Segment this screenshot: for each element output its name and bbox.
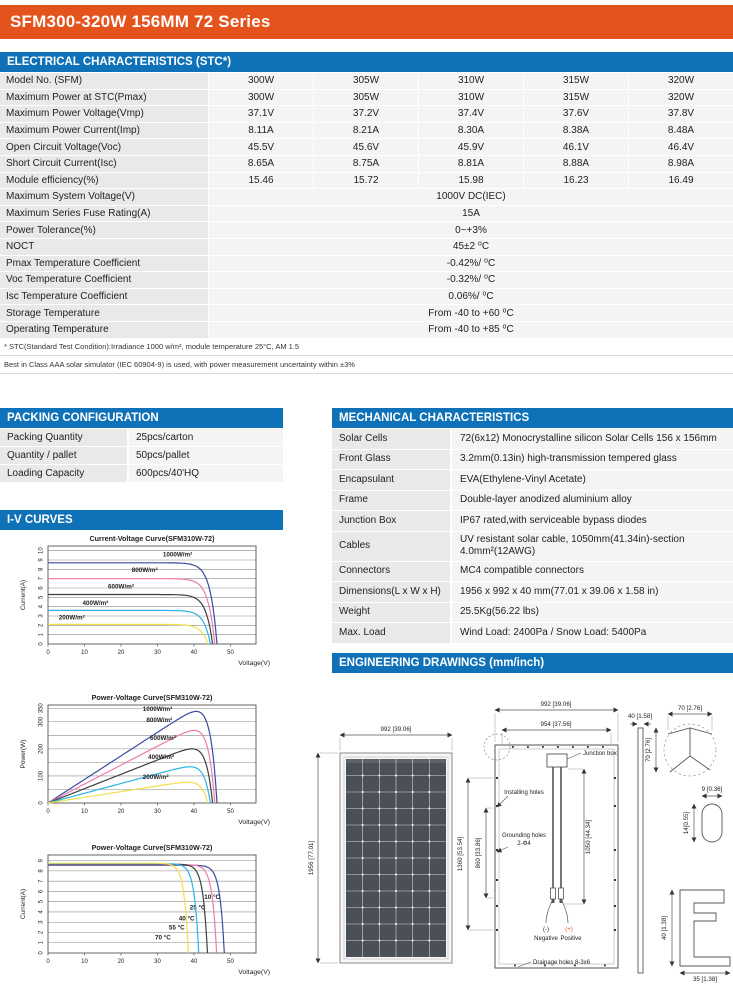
- svg-text:4: 4: [38, 604, 45, 609]
- row-label: Packing Quantity: [0, 429, 127, 446]
- svg-text:40: 40: [190, 959, 198, 965]
- svg-text:40: 40: [190, 809, 198, 815]
- curve-label-4: 200W/m²: [142, 774, 169, 782]
- row-value: EVA(Ethylene-Vinyl Acetate): [450, 470, 733, 490]
- section-header-electrical: ELECTRICAL CHARACTERISTICS (STC*): [0, 52, 733, 72]
- row-value: 45.5V: [208, 139, 313, 155]
- curve-3: [48, 767, 210, 803]
- curve-2: [48, 864, 208, 953]
- svg-text:0: 0: [38, 642, 45, 646]
- row-value: 310W: [418, 90, 523, 106]
- row-label: Maximum Power at STC(Pmax): [0, 90, 208, 106]
- curve-label-4: 200W/m²: [58, 614, 85, 622]
- row-value: 3.2mm(0.13in) high-transmission tempered glass: [450, 450, 733, 470]
- svg-text:50: 50: [227, 809, 234, 815]
- section-header-packing: PACKING CONFIGURATION: [0, 408, 283, 428]
- mechanical-row: [332, 429, 733, 449]
- cable-length-dim: 1050 [44.34]: [585, 819, 592, 855]
- row-value: -0.32%/ ⁰C: [208, 272, 733, 288]
- curve-label-2: 600W/m²: [149, 735, 176, 743]
- electrical-row: [0, 322, 733, 338]
- electrical-row: [0, 73, 733, 89]
- chart-title: Power-Voltage Curve(SFM310W-72): [91, 693, 213, 702]
- mechanical-table: [332, 429, 733, 644]
- y-axis-label: Power(W): [20, 739, 27, 769]
- svg-text:3: 3: [38, 614, 45, 618]
- mechanical-row: [332, 582, 733, 602]
- row-value: 600pcs/40'HQ: [127, 465, 283, 482]
- svg-text:0: 0: [46, 959, 50, 965]
- svg-text:10: 10: [81, 650, 88, 656]
- curve-label-1: 25 °C: [189, 904, 206, 912]
- electrical-row: [0, 305, 733, 321]
- curve-label-2: 40 °C: [178, 915, 195, 923]
- svg-text:5: 5: [38, 900, 45, 904]
- front-width-dim: 992 [39.06]: [380, 726, 412, 733]
- row-value: 320W: [628, 90, 733, 106]
- side-thickness-dim: 40 [1.58]: [627, 713, 653, 720]
- curve-label-1: 800W/m²: [131, 567, 158, 575]
- row-label: Junction Box: [332, 511, 450, 531]
- grounding-holes-label-1: Grounding holes: [501, 833, 547, 839]
- svg-text:300: 300: [38, 716, 45, 727]
- svg-text:1: 1: [38, 941, 45, 945]
- mechanical-row: [332, 470, 733, 490]
- row-value: 315W: [523, 90, 628, 106]
- row-value: 45.6V: [313, 139, 418, 155]
- svg-text:6: 6: [38, 586, 45, 590]
- row-label: Operating Temperature: [0, 322, 208, 338]
- row-value: 15.98: [418, 173, 523, 189]
- electrical-row: [0, 222, 733, 238]
- electrical-row: [0, 239, 733, 255]
- row-value: 37.6V: [523, 106, 628, 122]
- slot-detail: [683, 786, 723, 842]
- temperature-curves-chart: [4, 841, 284, 987]
- svg-text:10: 10: [81, 959, 88, 965]
- row-value: 50pcs/pallet: [127, 447, 283, 464]
- svg-text:30: 30: [154, 959, 161, 965]
- mechanical-row: [332, 491, 733, 511]
- row-value: 310W: [418, 73, 523, 89]
- curve-label-3: 400W/m²: [148, 753, 175, 761]
- svg-text:4: 4: [38, 910, 45, 914]
- packing-row: [0, 447, 283, 464]
- mechanical-row: [332, 562, 733, 582]
- electrical-row: [0, 123, 733, 139]
- row-label: Cables: [332, 532, 450, 561]
- svg-text:0: 0: [38, 801, 45, 805]
- corner-height-dim: 70 [2.76]: [645, 737, 652, 763]
- svg-text:30: 30: [154, 809, 161, 815]
- row-label: Power Tolerance(%): [0, 222, 208, 238]
- row-value: 305W: [313, 73, 418, 89]
- power-voltage-chart: [4, 691, 284, 841]
- row-value: 8.30A: [418, 123, 523, 139]
- row-value: 0.06%/ ⁰C: [208, 289, 733, 305]
- svg-text:40: 40: [190, 650, 198, 656]
- mechanical-row: [332, 603, 733, 623]
- svg-text:7: 7: [38, 576, 45, 581]
- row-value: 45±2 ⁰C: [208, 239, 733, 255]
- row-label: Storage Temperature: [0, 305, 208, 321]
- curve-label-4: 70 °C: [155, 934, 171, 942]
- electrical-row: [0, 173, 733, 189]
- row-value: From -40 to +85 ⁰C: [208, 322, 733, 338]
- row-value: -0.42%/ ⁰C: [208, 256, 733, 272]
- row-label: Pmax Temperature Coefficient: [0, 256, 208, 272]
- electrical-table: [0, 73, 733, 339]
- row-label: Weight: [332, 603, 450, 623]
- row-label: Connectors: [332, 562, 450, 582]
- curve-4: [48, 782, 208, 803]
- curve-3: [48, 864, 199, 953]
- svg-text:350: 350: [38, 703, 45, 714]
- electrical-row: [0, 256, 733, 272]
- row-label: Front Glass: [332, 450, 450, 470]
- junction-box: [547, 754, 567, 767]
- y-axis-label: Current(A): [20, 888, 27, 920]
- positive-sign: (+): [565, 927, 573, 933]
- row-label: Open Circuit Voltage(Voc): [0, 139, 208, 155]
- svg-text:0: 0: [46, 650, 50, 656]
- svg-text:9: 9: [38, 858, 45, 863]
- svg-text:8: 8: [38, 869, 45, 873]
- svg-text:7: 7: [38, 879, 45, 883]
- drainage-holes-label: Drainage holes 8-3x6: [533, 960, 591, 966]
- svg-text:200: 200: [38, 743, 45, 754]
- footnote-simulator: Best in Class AAA solar simulator (IEC 60904-9) is used, with power measurement uncertainty within ±3%: [0, 357, 733, 374]
- curve-label-2: 600W/m²: [108, 583, 134, 591]
- svg-text:100: 100: [38, 770, 45, 781]
- row-label: NOCT: [0, 239, 208, 255]
- packing-row: [0, 465, 283, 482]
- row-label: Max. Load: [332, 623, 450, 643]
- row-value: Wind Load: 2400Pa / Snow Load: 5400Pa: [450, 623, 733, 643]
- row-label: Short Circuit Current(Isc): [0, 156, 208, 172]
- row-label: Model No. (SFM): [0, 73, 208, 89]
- row-value: 15A: [208, 206, 733, 222]
- engineering-drawings: [300, 680, 733, 987]
- x-axis-label: Voltage(V): [238, 660, 270, 667]
- curve-label-0: 1000W/m²: [142, 705, 173, 713]
- slot-width-dim: 9 [0.36]: [701, 786, 723, 793]
- row-label: Maximum Series Fuse Rating(A): [0, 206, 208, 222]
- svg-text:0: 0: [46, 809, 50, 815]
- row-label: Frame: [332, 491, 450, 511]
- row-label: Dimensions(L x W x H): [332, 582, 450, 602]
- row-label: Encapsulant: [332, 470, 450, 490]
- grounding-holes-label-2: 2-Φ4: [517, 841, 531, 847]
- row-value: 1956 x 992 x 40 mm(77.01 x 39.06 x 1.58 in): [450, 582, 733, 602]
- row-label: Module efficiency(%): [0, 173, 208, 189]
- row-value: 300W: [208, 73, 313, 89]
- rear-height-dim: 1360 [53.54]: [457, 836, 464, 872]
- curve-0: [48, 563, 217, 644]
- row-value: 16.23: [523, 173, 628, 189]
- svg-text:2: 2: [38, 930, 45, 935]
- mechanical-row: [332, 623, 733, 643]
- row-value: 37.1V: [208, 106, 313, 122]
- packing-row: [0, 429, 283, 446]
- row-value: 300W: [208, 90, 313, 106]
- row-label: Maximum Power Current(Imp): [0, 123, 208, 139]
- row-value: Double-layer anodized aluminium alloy: [450, 491, 733, 511]
- rear-width-dim: 992 [39.06]: [540, 701, 572, 708]
- x-axis-label: Voltage(V): [238, 819, 270, 826]
- row-value: 8.81A: [418, 156, 523, 172]
- row-value: MC4 compatible connectors: [450, 562, 733, 582]
- positive-label: Positive: [560, 936, 582, 942]
- row-value: 45.9V: [418, 139, 523, 155]
- row-value: 25pcs/carton: [127, 429, 283, 446]
- footnote-stc: * STC(Standard Test Condition):Irradiance 1000 w/m², module temperature 25°C, AM 1.5: [0, 339, 733, 356]
- section-header-iv-curves: I-V CURVES: [0, 510, 283, 530]
- svg-text:8: 8: [38, 567, 45, 572]
- installing-holes-label: Installing holes: [504, 790, 544, 796]
- curve-label-0: 1000W/m²: [162, 551, 193, 559]
- row-label: Voc Temperature Coefficient: [0, 272, 208, 288]
- y-axis-label: Current(A): [20, 579, 27, 611]
- curve-4: [48, 624, 208, 644]
- svg-text:3: 3: [38, 920, 45, 924]
- row-value: 0~+3%: [208, 222, 733, 238]
- electrical-row: [0, 106, 733, 122]
- row-value: 8.21A: [313, 123, 418, 139]
- row-value: 37.2V: [313, 106, 418, 122]
- mechanical-row: [332, 511, 733, 531]
- row-value: 72(6x12) Monocrystalline silicon Solar Cells 156 x 156mm: [450, 429, 733, 449]
- chart-title: Power-Voltage Curve(SFM310W-72): [91, 843, 213, 852]
- row-label: Quantity / pallet: [0, 447, 127, 464]
- page-title: SFM300-320W 156MM 72 Series: [0, 5, 733, 39]
- svg-text:10: 10: [38, 547, 45, 555]
- curve-label-3: 400W/m²: [82, 599, 109, 607]
- row-value: 15.46: [208, 173, 313, 189]
- row-value: 15.72: [313, 173, 418, 189]
- curve-label-1: 800W/m²: [146, 716, 173, 724]
- svg-text:50: 50: [227, 650, 234, 656]
- row-value: 37.8V: [628, 106, 733, 122]
- junction-box-label: Junction box: [583, 751, 617, 757]
- chart-title: Current-Voltage Curve(SFM310W-72): [89, 534, 215, 543]
- row-value: 8.11A: [208, 123, 313, 139]
- slot-height-dim: 14[0.55]: [683, 811, 690, 835]
- row-value: 46.1V: [523, 139, 628, 155]
- x-axis-label: Voltage(V): [238, 969, 270, 976]
- row-value: 37.4V: [418, 106, 523, 122]
- section-header-engineering: ENGINEERING DRAWINGS (mm/inch): [332, 653, 733, 673]
- corner-width-dim: 70 [2.76]: [677, 705, 703, 712]
- front-height-dim: 1956 [77.01]: [308, 840, 315, 876]
- row-value: UV resistant solar cable, 1050mm(41.34in)-section 4.0mm²(12AWG): [450, 532, 733, 561]
- row-value: 46.4V: [628, 139, 733, 155]
- row-value: 16.49: [628, 173, 733, 189]
- svg-text:20: 20: [117, 959, 125, 965]
- packing-table: [0, 429, 283, 483]
- row-value: 8.38A: [523, 123, 628, 139]
- row-value: 1000V DC(IEC): [208, 189, 733, 205]
- row-value: 8.65A: [208, 156, 313, 172]
- row-value: 320W: [628, 73, 733, 89]
- row-label: Maximum System Voltage(V): [0, 189, 208, 205]
- electrical-row: [0, 90, 733, 106]
- svg-text:0: 0: [38, 951, 45, 955]
- row-value: 8.48A: [628, 123, 733, 139]
- mechanical-row: [332, 450, 733, 470]
- svg-text:20: 20: [117, 650, 125, 656]
- rear-inner-width-dim: 954 [37.56]: [540, 721, 572, 728]
- row-value: From -40 to +60 ⁰C: [208, 305, 733, 321]
- electrical-row: [0, 156, 733, 172]
- rear-inner-height-dim: 860 [33.86]: [475, 837, 482, 869]
- svg-text:6: 6: [38, 889, 45, 894]
- svg-text:20: 20: [117, 809, 125, 815]
- electrical-row: [0, 139, 733, 155]
- section-width-dim: 35 [1.38]: [692, 976, 718, 983]
- row-value: 315W: [523, 73, 628, 89]
- curve-label-3: 55 °C: [168, 924, 185, 932]
- negative-label: Negative: [534, 936, 558, 942]
- svg-text:10: 10: [81, 809, 88, 815]
- electrical-row: [0, 272, 733, 288]
- row-value: 25.5Kg(56.22 lbs): [450, 603, 733, 623]
- section-height-dim: 40 [1.38]: [661, 915, 668, 941]
- front-view: [308, 726, 452, 963]
- section-header-mechanical: MECHANICAL CHARACTERISTICS: [332, 408, 733, 428]
- mechanical-row: [332, 532, 733, 561]
- svg-text:9: 9: [38, 558, 45, 562]
- corner-detail: [645, 705, 716, 776]
- electrical-row: [0, 189, 733, 205]
- negative-sign: (-): [543, 927, 549, 933]
- curve-label-0: 10 °C: [204, 894, 221, 902]
- electrical-row: [0, 289, 733, 305]
- svg-text:30: 30: [154, 650, 161, 656]
- svg-text:1: 1: [38, 632, 45, 637]
- row-value: IP67 rated,with serviceable bypass diodes: [450, 511, 733, 531]
- row-label: Isc Temperature Coefficient: [0, 289, 208, 305]
- svg-text:50: 50: [227, 959, 234, 965]
- row-value: 8.88A: [523, 156, 628, 172]
- row-value: 305W: [313, 90, 418, 106]
- svg-text:5: 5: [38, 595, 45, 600]
- row-value: 8.75A: [313, 156, 418, 172]
- electrical-row: [0, 206, 733, 222]
- frame-section-detail: [661, 890, 730, 983]
- current-voltage-chart: [4, 532, 284, 682]
- svg-text:2: 2: [38, 623, 45, 628]
- row-label: Loading Capacity: [0, 465, 127, 482]
- rear-view: [457, 701, 618, 968]
- row-label: Maximum Power Voltage(Vmp): [0, 106, 208, 122]
- row-label: Solar Cells: [332, 429, 450, 449]
- row-value: 8.98A: [628, 156, 733, 172]
